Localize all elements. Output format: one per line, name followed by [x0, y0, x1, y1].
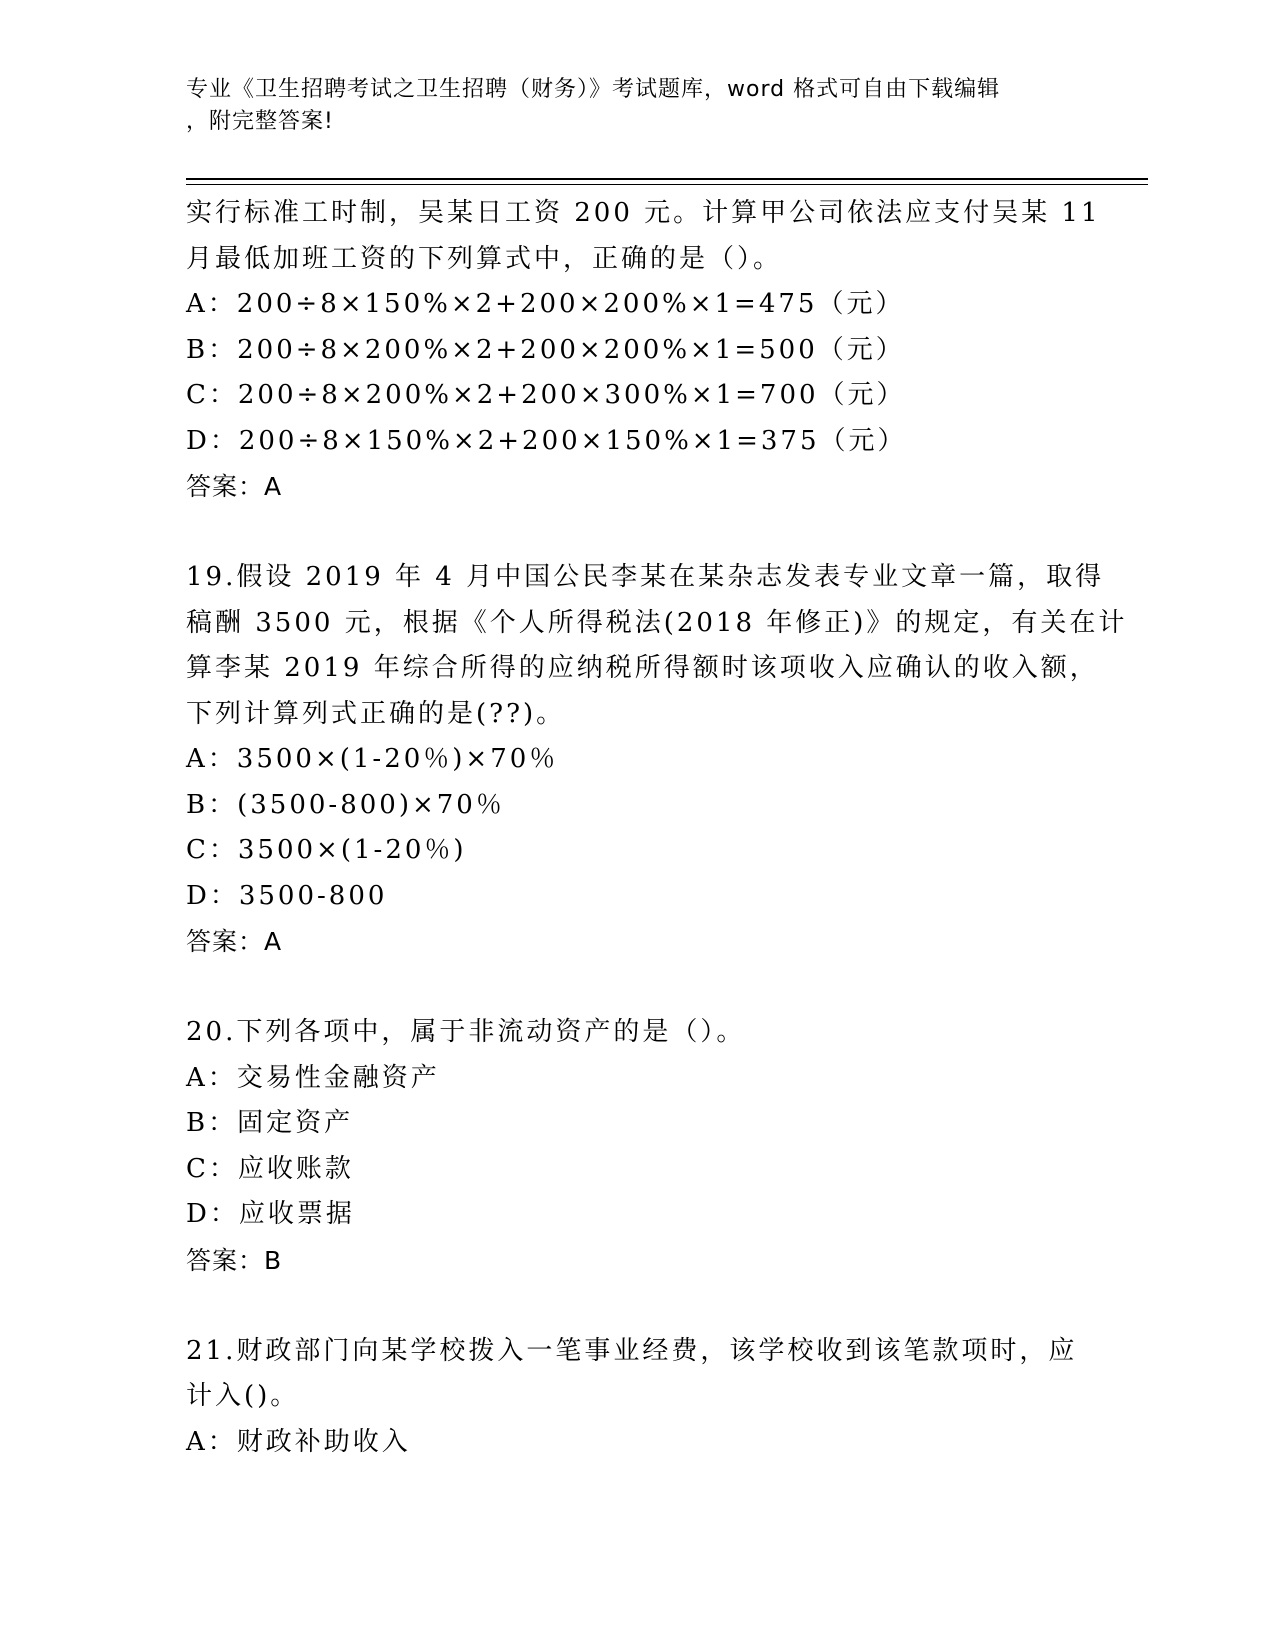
option-c: C：应收账款	[186, 1153, 354, 1184]
answer-line: 答案：A	[186, 472, 283, 501]
question-body	[186, 191, 1128, 1465]
option-d: D：应收票据	[186, 1199, 355, 1229]
header-divider-thick	[186, 178, 1148, 180]
question-stem-line: 月最低加班工资的下列算式中，正确的是（）。	[186, 243, 783, 274]
question-19	[186, 555, 1128, 965]
option-a: A：3500×(1-20％)×70％	[186, 744, 559, 774]
question-stem-line: 实行标准工时制，吴某日工资 200 元。计算甲公司依法应支付吴某 11	[186, 198, 1101, 228]
question-stem-line: 19.假设 2019 年 4 月中国公民李某在某杂志发表专业文章一篇，取得	[186, 562, 1105, 592]
option-b: B：固定资产	[186, 1108, 354, 1138]
question-spacer	[186, 965, 1076, 1011]
answer-line: 答案：A	[186, 927, 283, 956]
header-line-1: 专业《卫生招聘考试之卫生招聘（财务）》考试题库，word 格式可自由下载编辑	[186, 77, 1001, 102]
option-a: A：交易性金融资产	[186, 1062, 440, 1093]
option-d: D：3500-800	[186, 880, 388, 911]
option-c: C：3500×(1-20％)	[186, 835, 467, 865]
question-stem-line: 算李某 2019 年综合所得的应纳税所得额时该项收入应确认的收入额，	[186, 653, 1099, 683]
question-20	[186, 1010, 1076, 1283]
question-stem-line: 稿酬 3500 元，根据《个人所得税法(2018 年修正)》的规定，有关在计	[186, 607, 1128, 638]
header-divider-thin	[186, 184, 1148, 185]
answer-line: 答案：B	[186, 1245, 283, 1275]
question-spacer	[186, 510, 1076, 556]
question-stem-line: 下列计算列式正确的是(??)。	[186, 698, 566, 729]
option-b: B：200÷8×200%×2+200×200%×1=500（元）	[186, 334, 905, 365]
option-b: B：(3500-800)×70％	[186, 789, 505, 820]
page-header	[186, 74, 1066, 138]
question-spacer	[186, 1283, 1076, 1329]
question-18	[186, 191, 1101, 510]
header-line-2: ，附完整答案!	[186, 109, 334, 134]
question-stem-line: 计入()。	[186, 1381, 300, 1411]
option-d: D：200÷8×150%×2+200×150%×1=375（元）	[186, 425, 907, 456]
question-stem-line: 21.财政部门向某学校拨入一笔事业经费，该学校收到该笔款项时，应	[186, 1335, 1078, 1366]
question-21	[186, 1329, 1076, 1466]
question-stem-line: 20.下列各项中，属于非流动资产的是（）。	[186, 1017, 746, 1047]
option-a: A：财政补助收入	[186, 1426, 411, 1457]
option-c: C：200÷8×200%×2+200×300%×1=700（元）	[186, 380, 906, 410]
option-a: A：200÷8×150%×2+200×200%×1=475（元）	[186, 289, 905, 319]
